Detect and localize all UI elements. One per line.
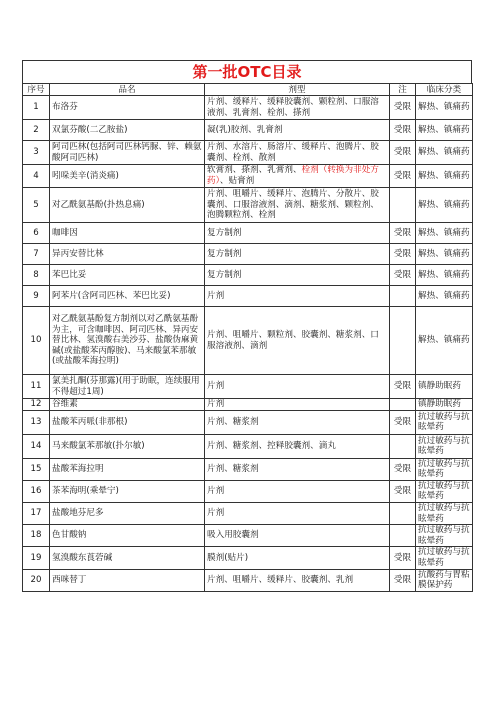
clinical-class: 抗过敏药与抗眩晕药 (416, 458, 473, 480)
drug-name: 盐酸地芬尼多 (50, 502, 205, 524)
clinical-class: 解热、镇痛药 (416, 141, 473, 165)
restriction-note (390, 434, 416, 458)
document-title: 第一批OTC目录 (22, 60, 472, 83)
table-row (23, 265, 473, 286)
restriction-note: 受限 (390, 265, 416, 286)
table-row (23, 120, 473, 141)
drug-name: 氢溴酸东莨菪碱 (50, 547, 205, 569)
drug-name: 阿苯片(含阿司匹林、苯巴比妥) (50, 286, 205, 307)
row-number: 15 (23, 458, 50, 480)
row-number: 11 (23, 375, 50, 399)
drug-name: 异丙安替比林 (50, 244, 205, 265)
dosage-form: 片剂、水溶片、肠溶片、缓释片、泡腾片、胶囊剂、栓剂、散剂 (205, 141, 390, 165)
clinical-class: 解热、镇痛药 (416, 165, 473, 188)
clinical-class: 抗过敏药与抗眩晕药 (416, 502, 473, 524)
dosage-form: 复方制剂 (205, 265, 390, 286)
dosage-form: 片剂、糖浆剂 (205, 410, 390, 434)
restriction-note: 受限 (390, 96, 416, 120)
clinical-class: 解热、镇痛药 (416, 120, 473, 141)
drug-name: 阿司匹林(包括阿司匹林钙脲、锌、赖氨酸阿司匹林) (50, 141, 205, 165)
drug-name: 马来酸氯苯那敏(扑尔敏) (50, 434, 205, 458)
restriction-note: 受限 (390, 223, 416, 244)
clinical-class: 解热、镇痛药 (416, 223, 473, 244)
row-number: 16 (23, 480, 50, 502)
restriction-note: 受限 (390, 120, 416, 141)
otc-table (22, 83, 473, 592)
drug-name: 对乙酰氨基酚(扑热息痛) (50, 188, 205, 223)
table-row (23, 410, 473, 434)
row-number: 9 (23, 286, 50, 307)
otc-list-sheet (22, 60, 472, 592)
table-row (23, 141, 473, 165)
drug-name: 谷维素 (50, 399, 205, 411)
drug-name: 盐酸苯海拉明 (50, 458, 205, 480)
row-number: 17 (23, 502, 50, 524)
drug-name: 西咪替丁 (50, 569, 205, 591)
dosage-form: 片剂、咀嚼片、颗粒剂、胶囊剂、糖浆剂、口服溶液剂、滴剂 (205, 307, 390, 375)
table-row (23, 96, 473, 120)
dosage-form: 片剂、缓释片、缓释胶囊剂、颗粒剂、口服溶液剂、乳膏剂、栓剂、搽剂 (205, 96, 390, 120)
header-name: 品名 (50, 84, 205, 96)
restriction-note (390, 399, 416, 411)
clinical-class: 解热、镇痛药 (416, 265, 473, 286)
table-row (23, 286, 473, 307)
dosage-form: 吸入用胶囊剂 (205, 525, 390, 547)
table-row (23, 434, 473, 458)
restriction-note: 受限 (390, 547, 416, 569)
table-row (23, 399, 473, 411)
dosage-form-text-end: 、贴膏剂 (219, 176, 255, 186)
table-row (23, 502, 473, 524)
dosage-form: 凝(乳)胶剂、乳膏剂 (205, 120, 390, 141)
table-row (23, 165, 473, 188)
drug-name: 吲哚美辛(消炎痛) (50, 165, 205, 188)
row-number: 8 (23, 265, 50, 286)
row-number: 4 (23, 165, 50, 188)
drug-name: 茶苯海明(乘晕宁) (50, 480, 205, 502)
table-row (23, 569, 473, 591)
clinical-class: 解热、镇痛药 (416, 286, 473, 307)
restriction-note: 受限 (390, 569, 416, 591)
drug-name: 苯巴比妥 (50, 265, 205, 286)
clinical-class: 镇静助眠药 (416, 399, 473, 411)
row-number: 13 (23, 410, 50, 434)
restriction-note: 受限 (390, 375, 416, 399)
clinical-class: 解热、镇痛药 (416, 188, 473, 223)
dosage-form: 片剂、咀嚼片、缓释片、胶囊剂、乳剂 (205, 569, 390, 591)
restriction-note (390, 502, 416, 524)
dosage-form: 片剂 (205, 480, 390, 502)
drug-name: 对乙酰氨基酚复方制剂以对乙酰氨基酚为主，可含咖啡因、阿司匹林、异丙安替比林、氢溴酸右美沙芬、盐酸伪麻黄碱(或盐酸苯丙醇胺)、马来酸氯苯那敏(或盐酸苯海拉明) (50, 307, 205, 375)
restriction-note (390, 188, 416, 223)
clinical-class: 解热、镇痛药 (416, 96, 473, 120)
dosage-form: 片剂、咀嚼片、缓释片、泡腾片、分散片、胶囊剂、口服溶液剂、滴剂、糖浆剂、颗粒剂、泡腾颗粒剂、栓剂 (205, 188, 390, 223)
dosage-form: 片剂 (205, 286, 390, 307)
table-row (23, 458, 473, 480)
dosage-form-text: 软膏剂、搽剂、乳膏剂、 (207, 165, 302, 176)
clinical-class: 抗过敏药与抗眩晕药 (416, 410, 473, 434)
row-number: 10 (23, 307, 50, 375)
restriction-note: 受限 (390, 244, 416, 265)
dosage-form (205, 165, 390, 188)
table-row (23, 480, 473, 502)
table-row (23, 307, 473, 375)
drug-name: 盐酸苯丙哌(非那根) (50, 410, 205, 434)
drug-name: 咖啡因 (50, 223, 205, 244)
dosage-form: 复方制剂 (205, 223, 390, 244)
clinical-class: 镇静助眠药 (416, 375, 473, 399)
row-number: 12 (23, 399, 50, 411)
restriction-note: 受限 (390, 141, 416, 165)
table-row (23, 375, 473, 399)
header-note: 注 (390, 84, 416, 96)
restriction-note (390, 286, 416, 307)
restriction-note: 受限 (390, 165, 416, 188)
row-number: 2 (23, 120, 50, 141)
drug-name: 氯美扎酮(芬那露)(用于助眠，连续服用不得超过1周) (50, 375, 205, 399)
row-number: 6 (23, 223, 50, 244)
table-row (23, 188, 473, 223)
table-row (23, 547, 473, 569)
dosage-form: 片剂、糖浆剂、控释胶囊剂、滴丸 (205, 434, 390, 458)
restriction-note: 受限 (390, 410, 416, 434)
header-no: 序号 (23, 84, 50, 96)
dosage-form: 膜剂(贴片) (205, 547, 390, 569)
dosage-form: 片剂 (205, 502, 390, 524)
header-class: 临床分类 (416, 84, 473, 96)
clinical-class: 解热、镇痛药 (416, 244, 473, 265)
dosage-form: 片剂 (205, 399, 390, 411)
restriction-note: 受限 (390, 480, 416, 502)
dosage-form-highlight: 栓剂（转换为非处方药） (207, 165, 379, 186)
row-number: 5 (23, 188, 50, 223)
restriction-note: 受限 (390, 458, 416, 480)
row-number: 20 (23, 569, 50, 591)
drug-name: 色甘酸钠 (50, 525, 205, 547)
row-number: 1 (23, 96, 50, 120)
restriction-note (390, 307, 416, 375)
clinical-class: 抗过敏药与抗眩晕药 (416, 547, 473, 569)
row-number: 3 (23, 141, 50, 165)
row-number: 14 (23, 434, 50, 458)
drug-name: 布洛芬 (50, 96, 205, 120)
clinical-class: 抗过敏药与抗眩晕药 (416, 434, 473, 458)
table-row (23, 244, 473, 265)
row-number: 19 (23, 547, 50, 569)
clinical-class: 抗酸药与胃粘膜保护药 (416, 569, 473, 591)
clinical-class: 抗过敏药与抗眩晕药 (416, 525, 473, 547)
table-header-row (23, 84, 473, 96)
dosage-form: 片剂 (205, 375, 390, 399)
table-row (23, 525, 473, 547)
header-form: 剂型 (205, 84, 390, 96)
clinical-class: 抗过敏药与抗眩晕药 (416, 480, 473, 502)
dosage-form: 片剂、糖浆剂 (205, 458, 390, 480)
row-number: 18 (23, 525, 50, 547)
row-number: 7 (23, 244, 50, 265)
dosage-form: 复方制剂 (205, 244, 390, 265)
table-row (23, 223, 473, 244)
clinical-class: 解热、镇痛药 (416, 307, 473, 375)
restriction-note (390, 525, 416, 547)
drug-name: 双氯芬酸(二乙胺盐) (50, 120, 205, 141)
